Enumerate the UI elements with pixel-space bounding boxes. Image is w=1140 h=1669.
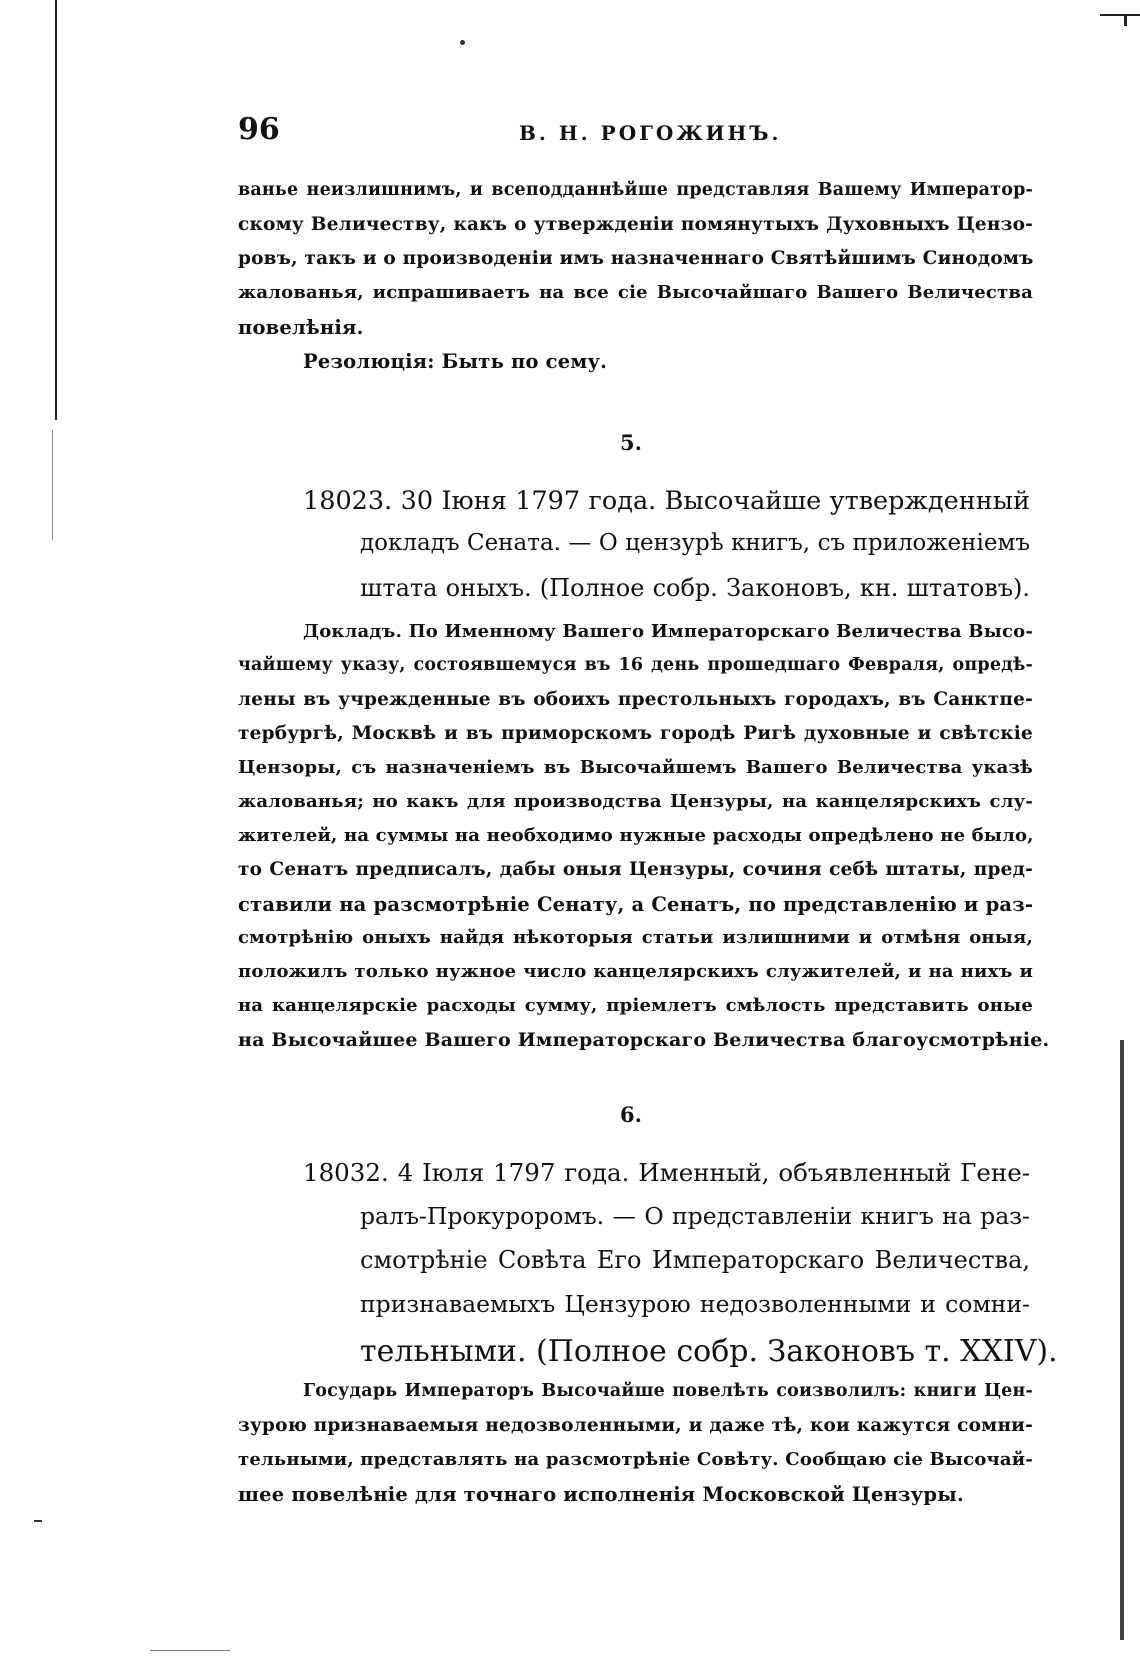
section-heading-line: штата оныхъ. (Полное собр. Законовъ, кн. штатовъ). xyxy=(360,574,1030,602)
section-heading-line: 18023. 30 Іюня 1797 года. Высочайше утвержденный xyxy=(303,486,1030,516)
section-body-line: лены въ учрежденные въ обоихъ престольныхъ городахъ, въ Санктпе- xyxy=(238,689,1033,710)
section-body-line: положилъ только нужное число канцелярскихъ служителей, и на нихъ и xyxy=(238,961,1033,982)
section-body-line: тербургѣ, Москвѣ и въ приморскомъ городѣ Ригѣ духовные и свѣтскіе xyxy=(238,723,1033,744)
section-body-line: Цензоры, съ назначеніемъ въ Высочайшемъ Вашего Величества указѣ xyxy=(238,757,1033,778)
section-body-line: на Высочайшее Вашего Императорскаго Величества благоусмотрѣніе. xyxy=(238,1029,1050,1051)
section-body-line: жителей, на суммы на необходимо нужные расходы опредѣлено не было, xyxy=(238,825,1034,846)
section-heading-line: докладъ Сената. — О цензурѣ книгъ, съ приложеніемъ xyxy=(360,530,1030,556)
section-body-line: чайшему указу, состоявшемуся въ 16 день прошедшаго Февраля, опредѣ- xyxy=(238,655,1033,675)
section-number: 6. xyxy=(620,1102,642,1127)
section-heading-line: смотрѣніе Совѣта Его Императорскаго Величества, xyxy=(360,1246,1030,1274)
speck xyxy=(34,1520,42,1522)
section-number: 5. xyxy=(620,430,642,455)
section-body-line: Государь Императоръ Высочайше повелѣть соизволилъ: книги Цен- xyxy=(303,1381,1033,1401)
section-body-line: ставили на разсмотрѣніе Сенату, а Сенатъ, по представленію и раз- xyxy=(238,893,1034,916)
scan-edge-bottom xyxy=(150,1650,230,1651)
section-body-line: смотрѣнію оныхъ найдя нѣкоторыя статьи излишними и отмѣня оныя, xyxy=(238,927,1033,948)
section-body-line: зурою признаваемыя недозволенными, и даже тѣ, кои кажутся сомни- xyxy=(238,1415,1033,1436)
page-number: 96 xyxy=(238,112,280,147)
scan-edge-top-right xyxy=(1100,14,1140,16)
scan-edge-left xyxy=(55,0,57,420)
section-heading-line: признаваемыхъ Цензурою недозволенными и сомни- xyxy=(360,1290,1030,1318)
scan-edge-left-lower xyxy=(52,430,53,540)
section-heading-line: тельными. (Полное собр. Законовъ т. XXIV). xyxy=(360,1334,1058,1369)
intro-line: ровъ, такъ и о производеніи имъ назначеннаго Святѣйшимъ Синодомъ xyxy=(238,248,1034,269)
section-body-line: то Сенатъ предписалъ, дабы оныя Цензуры, сочиня себѣ штаты, пред- xyxy=(238,859,1033,880)
section-body-line: на канцелярскіе расходы сумму, пріемлетъ смѣлость представить оные xyxy=(238,995,1033,1016)
section-body-line: шее повелѣніе для точнаго исполненія Московской Цензуры. xyxy=(238,1483,964,1506)
intro-line: жалованья, испрашиваетъ на все сіе Высочайшаго Вашего Величества xyxy=(238,282,1033,303)
scan-edge-right-lower xyxy=(1120,1040,1124,1640)
speck xyxy=(460,40,465,45)
resolution: Резолюція: Быть по сему. xyxy=(303,350,608,373)
intro-line: повелѣнія. xyxy=(238,316,364,339)
intro-line: ванье неизлишнимъ, и всеподданнѣйше представляя Вашему Император- xyxy=(238,180,1033,200)
running-head: В. Н. РОГОЖИНЪ. xyxy=(519,121,782,145)
section-body-line: жалованья; но какъ для производства Цензуры, на канцелярскихъ слу- xyxy=(238,791,1033,812)
section-heading-line: ралъ-Прокуроромъ. — О представленіи книгъ на раз- xyxy=(360,1202,1030,1230)
section-heading-line: 18032. 4 Іюля 1797 года. Именный, объявленный Гене- xyxy=(303,1158,1030,1187)
section-body-line: Докладъ. По Именному Вашего Императорскаго Величества Высо- xyxy=(303,621,1033,642)
intro-line: скому Величеству, какъ о утвержденіи помянутыхъ Духовныхъ Цензо- xyxy=(238,214,1033,235)
scan-edge-right xyxy=(1124,14,1127,26)
section-body-line: тельными, представлять на разсмотрѣніе Совѣту. Сообщаю сіе Высочай- xyxy=(238,1449,1033,1470)
